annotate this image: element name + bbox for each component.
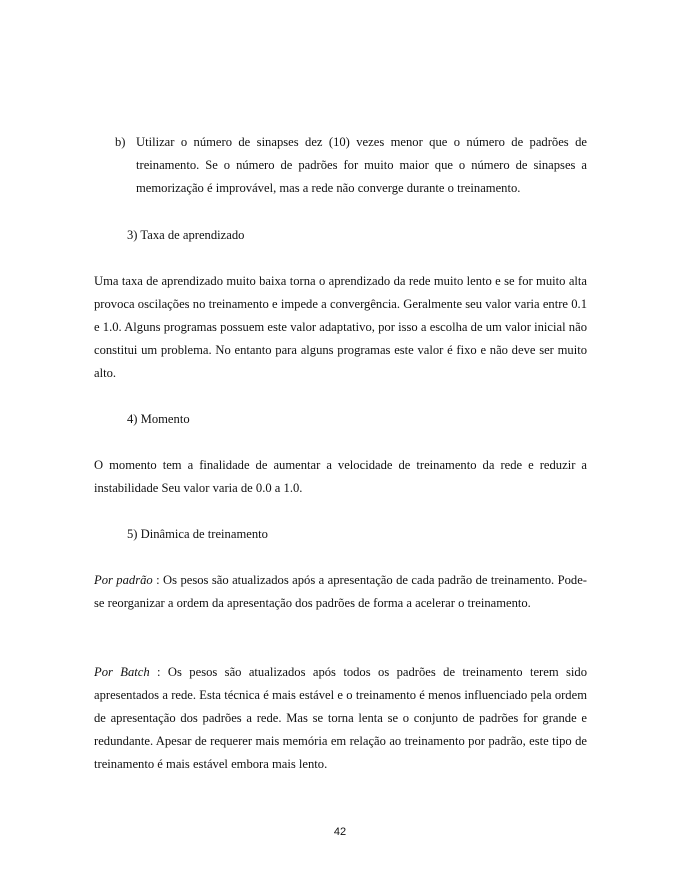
list-item-text: Utilizar o número de sinapses dez (10) vezes menor que o número de padrões de treinamento. Se o número de padrões for muito maior que o número de sinapses a memorização é improvável, mas a rede não converge durante o treinamento. [136, 135, 587, 195]
paragraph-por-batch [94, 661, 587, 776]
paragraph-taxa-de-aprendizado: Uma taxa de aprendizado muito baixa torna o aprendizado da rede muito lento e se for muito alta provoca oscilações no treinamento e impede a convergência. Geralmente seu valor varia entre 0.1 e 1.0. Alguns programas possuem este valor adaptativo, por isso a escolha de um valor inicial não constitui um problema. No entanto para alguns programas este valor é fixo e não deve ser muito alto. [94, 274, 587, 380]
paragraph-momento: O momento tem a finalidade de aumentar a velocidade de treinamento da rede e reduzir a instabilidade Seu valor varia de 0.0 a 1.0. [94, 458, 587, 495]
section-heading-taxa-de-aprendizado: 3) Taxa de aprendizado [127, 228, 245, 242]
list-item-marker: b) [115, 135, 126, 149]
list-item-b [115, 131, 587, 200]
paragraph-por-padrao [94, 569, 587, 615]
section-heading-momento: 4) Momento [127, 412, 190, 426]
term-por-batch: Por Batch [94, 665, 150, 679]
por-padrao-text: : Os pesos são atualizados após a apresentação de cada padrão de treinamento. Pode-se reorganizar a ordem da apresentação dos padrões de forma a acelerar o treinamento. [94, 573, 587, 610]
section-heading-dinamica-de-treinamento: 5) Dinâmica de treinamento [127, 527, 268, 541]
page-number: 42 [333, 826, 347, 838]
por-batch-text: : Os pesos são atualizados após todos os padrões de treinamento terem sido apresentados a rede. Esta técnica é mais estável e o treinamento é menos influenciado pela ordem de apresentação dos padrões a rede. Mas se torna lenta se o conjunto de padrões for grande e redundante. Apesar de requerer mais memória em relação ao treinamento por padrão, este tipo de treinamento é mais estável embora mais lento. [94, 665, 587, 771]
term-por-padrao: Por padrão [94, 573, 153, 587]
